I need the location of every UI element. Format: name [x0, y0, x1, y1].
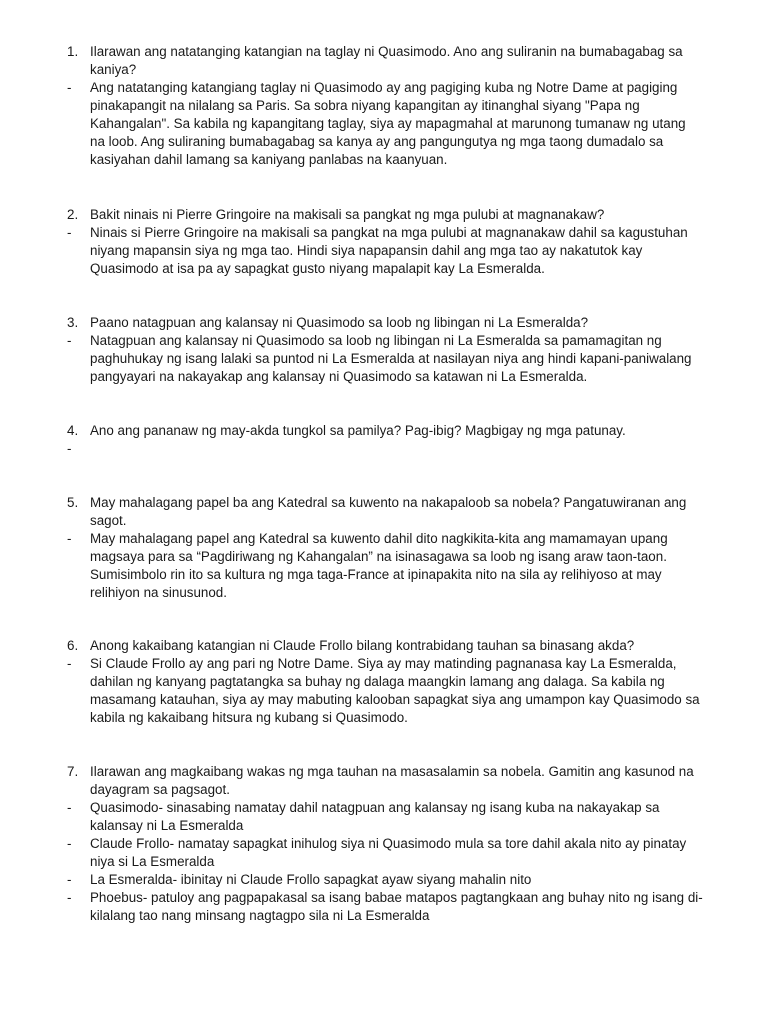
answer-text: Natagpuan ang kalansay ni Quasimodo sa loob ng libingan ni La Esmeralda sa pamamagitan ng paghuhukay ng isang lalaki sa puntod ni La Esmeralda at nasilayan niya ang hindi kapani-paniwalang pangyayari na nakayakap ang kalansay ni Quasimodo sa katawan ni La Esmeralda. [90, 333, 692, 384]
answer-bullet: - [67, 531, 72, 546]
answer-bullet: - [67, 890, 72, 905]
question-number: 6. [67, 638, 79, 653]
question-row [0, 314, 768, 332]
question-item-2 [0, 206, 768, 278]
question-number: 7. [67, 764, 79, 779]
question-row [0, 422, 768, 440]
question-item-6 [0, 637, 768, 727]
question-text: Anong kakaibang katangian ni Claude Frollo bilang kontrabidang tauhan sa binasang akda? [90, 638, 635, 653]
answer-bullet: - [67, 333, 72, 348]
question-number: 3. [67, 315, 79, 330]
answer-text: Phoebus- patuloy ang pagpapakasal sa isang babae matapos pagtangkaan ang buhay nito ng isang di- kilalang tao nang minsang nagtagpo sila ni La Esmeralda [90, 890, 703, 923]
question-text: Ano ang pananaw ng may-akda tungkol sa pamilya? Pag-ibig? Magbigay ng mga patunay. [90, 423, 626, 438]
answer-text: Ninais si Pierre Gringoire na makisali sa pangkat na mga pulubi at magnanakaw dahil sa kagustuhan niyang mapansin siya ng mga tao. Hindi siya napapansin dahil ang mga tao ay nakatutok kay Quasimodo at isa pa ay sapagkat gusto niyang mapalapit kay La Esmeralda. [90, 225, 688, 276]
answer-row [0, 871, 768, 889]
question-text: Paano natagpuan ang kalansay ni Quasimodo sa loob ng libingan ni La Esmeralda? [90, 315, 589, 330]
answer-row [0, 799, 768, 835]
answer-text: Si Claude Frollo ay ang pari ng Notre Dame. Siya ay may matinding pagnanasa kay La Esmeralda, dahilan ng kanyang pagtatangka sa buhay ng dalaga maangkin lamang ang dalaga. Sa kabila ng masamang katauhan, siya ay may mabuting kalooban sapagkat siya ang umampon kay Quasimodo sa kabila ng kakaibang hitsura ng kubang si Quasimodo. [90, 656, 700, 725]
answer-row [0, 835, 768, 871]
question-row [0, 494, 768, 530]
answer-bullet: - [67, 656, 72, 671]
answer-text: La Esmeralda- ibinitay ni Claude Frollo sapagkat ayaw siyang mahalin nito [90, 872, 532, 887]
question-row [0, 637, 768, 655]
answer-bullet: - [67, 872, 72, 887]
question-number: 5. [67, 495, 79, 510]
question-number: 4. [67, 423, 79, 438]
answer-row [0, 889, 768, 925]
question-item-5 [0, 494, 768, 602]
answer-bullet: - [67, 800, 72, 815]
answer-row [0, 530, 768, 602]
question-text: Ilarawan ang magkaibang wakas ng mga tauhan na masasalamin sa nobela. Gamitin ang kasunod na dayagram sa pagsagot. [90, 764, 694, 797]
question-item-3 [0, 314, 768, 386]
question-text: Ilarawan ang natatanging katangian na taglay ni Quasimodo. Ano ang suliranin na bumabagabag sa kaniya? [90, 44, 683, 77]
answer-text: Claude Frollo- namatay sapagkat inihulog siya ni Quasimodo mula sa tore dahil akala nito ay pinatay niya si La Esmeralda [90, 836, 687, 869]
answer-text [90, 440, 730, 458]
answer-row [0, 440, 768, 458]
answer-text: Quasimodo- sinasabing namatay dahil natagpuan ang kalansay ng isang kuba na nakayakap sa kalansay ni La Esmeralda [90, 800, 660, 833]
answer-bullet: - [67, 225, 72, 240]
answer-text: Ang natatanging katangiang taglay ni Quasimodo ay ang pagiging kuba ng Notre Dame at pagiging pinakapangit na nilalang sa Paris. Sa sobra niyang kapangitan ay itinanghal siyang "Papa ng Kahangalan". Sa kabila ng kapangitang taglay, siya ay mapagmahal at marunong tumanaw ng utang na loob. Ang suliraning bumabagabag sa kanya ay ang pangungutya ng mga taong dumadalo sa kasiyahan dahil lamang sa kaniyang panlabas na kaanyuan. [90, 80, 686, 167]
question-text: May mahalagang papel ba ang Katedral sa kuwento na nakapaloob sa nobela? Pangatuwiranan ang sagot. [90, 495, 687, 528]
question-number: 1. [67, 44, 79, 59]
answer-row [0, 332, 768, 386]
question-text: Bakit ninais ni Pierre Gringoire na makisali sa pangkat ng mga pulubi at magnanakaw? [90, 207, 605, 222]
answer-row [0, 224, 768, 278]
question-item-7 [0, 763, 768, 925]
question-row [0, 43, 768, 79]
question-row [0, 763, 768, 799]
question-item-4 [0, 422, 768, 458]
question-row [0, 206, 768, 224]
answer-bullet: - [67, 441, 72, 456]
answer-bullet: - [67, 80, 72, 95]
answer-text: May mahalagang papel ang Katedral sa kuwento dahil dito nagkikita-kita ang mamamayan upang magsaya para sa “Pagdiriwang ng Kahangalan” na isinasagawa sa loob ng isang araw taon-taon. Sumisimbolo rin ito sa kultura ng mga taga-France at ipinapakita nito na sila ay relihiyoso at may relihiyon na sinusunod. [90, 531, 668, 600]
answer-row [0, 655, 768, 727]
answer-bullet: - [67, 836, 72, 851]
answer-row [0, 79, 768, 169]
question-number: 2. [67, 207, 79, 222]
question-item-1 [0, 43, 768, 169]
